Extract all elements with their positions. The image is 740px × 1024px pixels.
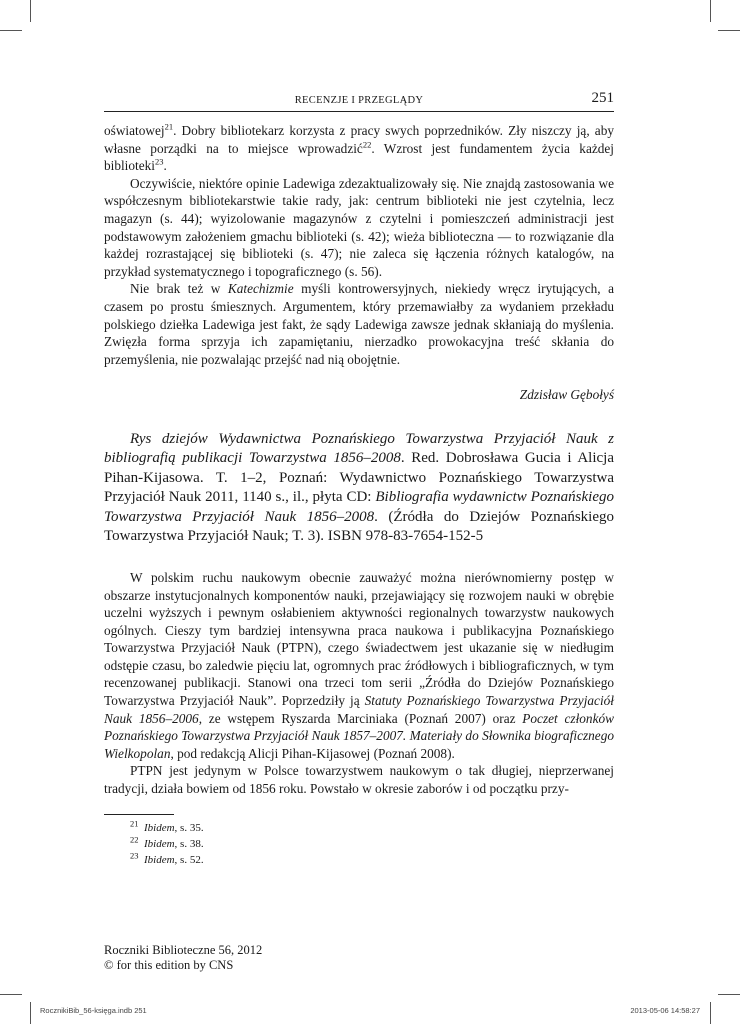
footnote-21 — [130, 820, 204, 836]
italic-title: Statuty Poznańskiego Towarzystwa Przyjaciół Nauk 1856–2006 — [104, 693, 614, 726]
main-text — [104, 122, 614, 798]
footnote-text: Ibidem — [144, 854, 175, 866]
text-run: . Wzrost jest fundamentem życia każdej biblioteki — [104, 140, 614, 174]
text-run: . — [163, 158, 167, 174]
footnote-number: 21 — [130, 818, 139, 829]
journal-info: Roczniki Biblioteczne 56, 2012 — [104, 943, 263, 957]
printer-slug-timestamp: 2013-05-06 14:58:27 — [630, 1006, 700, 1015]
copyright: © for this edition by CNS — [104, 958, 234, 972]
text-run: , ze wstępem Ryszarda Marciniaka (Poznań 2007) oraz — [198, 710, 523, 726]
text-run: . Dobry bibliotekarz korzysta z pracy swych poprzedników. Zły niszczy ją, aby własne porządki na to miejsce wprowadzić — [104, 123, 614, 156]
review-heading — [104, 430, 614, 547]
text-run: Nie brak też w — [130, 281, 228, 297]
footnote-ref-21[interactable]: 21 — [164, 121, 174, 132]
paragraph-1 — [104, 122, 614, 175]
page-header — [104, 90, 614, 110]
running-title: RECENZJE I PRZEGLĄDY — [294, 95, 424, 106]
review-paragraph-2: PTPN jest jedynym w Polsce towarzystwem naukowym o tak długiej, nieprzerwanej tradycji, działa bowiem od 1856 roku. Powstało w okresie zaborów i od początku przy- — [104, 763, 614, 797]
footnote-tail: , s. 38. — [174, 838, 204, 850]
text-run: , pod redakcją Alicji Pihan-Kijasowej (Poznań 2008). — [170, 745, 455, 761]
footnote-tail: , s. 35. — [174, 822, 204, 834]
footnote-23 — [130, 852, 204, 868]
crop-mark — [30, 0, 31, 22]
footnote-22 — [130, 836, 204, 852]
imprint — [104, 943, 262, 973]
footnotes — [130, 820, 204, 868]
page-number: 251 — [591, 90, 614, 106]
text-run: myśli kontrowersyjnych, niekiedy wręcz irytujących, a czasem po prostu śmiesznych. Argumentem, który przemawiałby za wydaniem przekładu polskiego dziełka Ladewiga jest fakt, że sądy Ladewiga zawsze jednak skłaniają do myślenia. Zwięzła forma sprzyja ich zapamiętaniu, nierzadko prowokacyjna treść skłania do przemyślenia, nie pozwalając przejść nad nią obojętnie. — [104, 281, 614, 367]
review-paragraph-1 — [104, 569, 614, 763]
paragraph-2: Oczywiście, niektóre opinie Ladewiga zdezaktualizowały się. Nie znajdą zastosowania we współczesnym bibliotekarstwie takie rady, jak: centrum biblioteki nie jest czytelnia, lecz magazyn (s. 44); wyizolowanie magazynów z czytelni i pomieszczeń administracji jest podstawowym założeniem gmachu biblioteki (s. 42); wieża biblioteczna — to rozwiązanie dla każdej rozrastającej się biblioteki (s. 47); nie zaleca się łączenia różnych katalogów, na przykład systematycznego i topograficznego (s. 56). — [104, 175, 614, 279]
crop-mark — [30, 1002, 31, 1024]
crop-mark — [718, 994, 740, 995]
paragraph-3 — [104, 280, 614, 368]
italic-title: Poczet członków Poznańskiego Towarzystwa Przyjaciół Nauk 1857–2007. Materiały do Słownika biograficznego Wielkopolan — [104, 710, 614, 761]
header-rule — [104, 111, 614, 112]
crop-mark — [0, 30, 22, 31]
italic-title: Katechizmie — [227, 281, 294, 297]
footnote-ref-22[interactable]: 22 — [362, 139, 372, 150]
footnote-text: Ibidem — [144, 838, 175, 850]
footnote-ref-23[interactable]: 23 — [154, 156, 164, 167]
footnote-number: 22 — [130, 834, 139, 845]
cd-title: Bibliografia wydawnictw Poznańskiego Towarzystwa Przyjaciół Nauk 1856–2008 — [104, 489, 614, 525]
footnote-number: 23 — [130, 850, 139, 861]
text-run: oświatowej — [104, 123, 165, 138]
printer-slug-file: RocznikiBib_56-księga.indb 251 — [40, 1006, 147, 1015]
text-run: W polskim ruchu naukowym obecnie zauważyć można nierównomierny postęp w obszarze instytucjonalnych komponentów nauki, przejawiający się rozwojem nauki w obrębie uczelni wyższych i pewnym osłabieniem aktywności regionalnych towarzystw naukowych ogólnych. Cieszy tym bardziej intensywna praca naukowa i publikacyjna Poznańskiego Towarzystwa Przyjaciół Nauk (PTPN), czego świadectwem jest ukazanie się w niedługim odstępie czasu, bo zaledwie pięciu lat, ogromnych prac źródłowych i bibliograficznych, w tym recenzowanej publikacji. Stanowi ona trzeci tom serii „Źródła do Dziejów Poznańskiego Towarzystwa Przyjaciół Nauk”. Poprzedziły ją — [104, 569, 614, 709]
footnote-text: Ibidem — [144, 822, 175, 834]
book-title: Rys dziejów Wydawnictwa Poznańskiego Towarzystwa Przyjaciół Nauk z bibliografią publikacji Towarzystwa 1856–2008 — [104, 430, 614, 467]
footnote-rule — [104, 814, 174, 815]
footnote-tail: , s. 52. — [174, 854, 204, 866]
crop-mark — [710, 1002, 711, 1024]
crop-mark — [710, 0, 711, 22]
book-details: . Red. Dobrosława Gucia i Alicja Pihan-Kijasowa. T. 1–2, Poznań: Wydawnictwo Poznańskiego Towarzystwa Przyjaciół Nauk 2011, 1140 s., il., płyta CD: — [104, 450, 614, 506]
review-author: Zdzisław Gębołyś — [519, 387, 614, 403]
crop-mark — [0, 994, 22, 995]
series-info: . (Źródła do Dziejów Poznańskiego Towarzystwa Przyjaciół Nauk; T. 3). ISBN 978-83-7654-152-5 — [104, 508, 614, 545]
crop-mark — [718, 30, 740, 31]
